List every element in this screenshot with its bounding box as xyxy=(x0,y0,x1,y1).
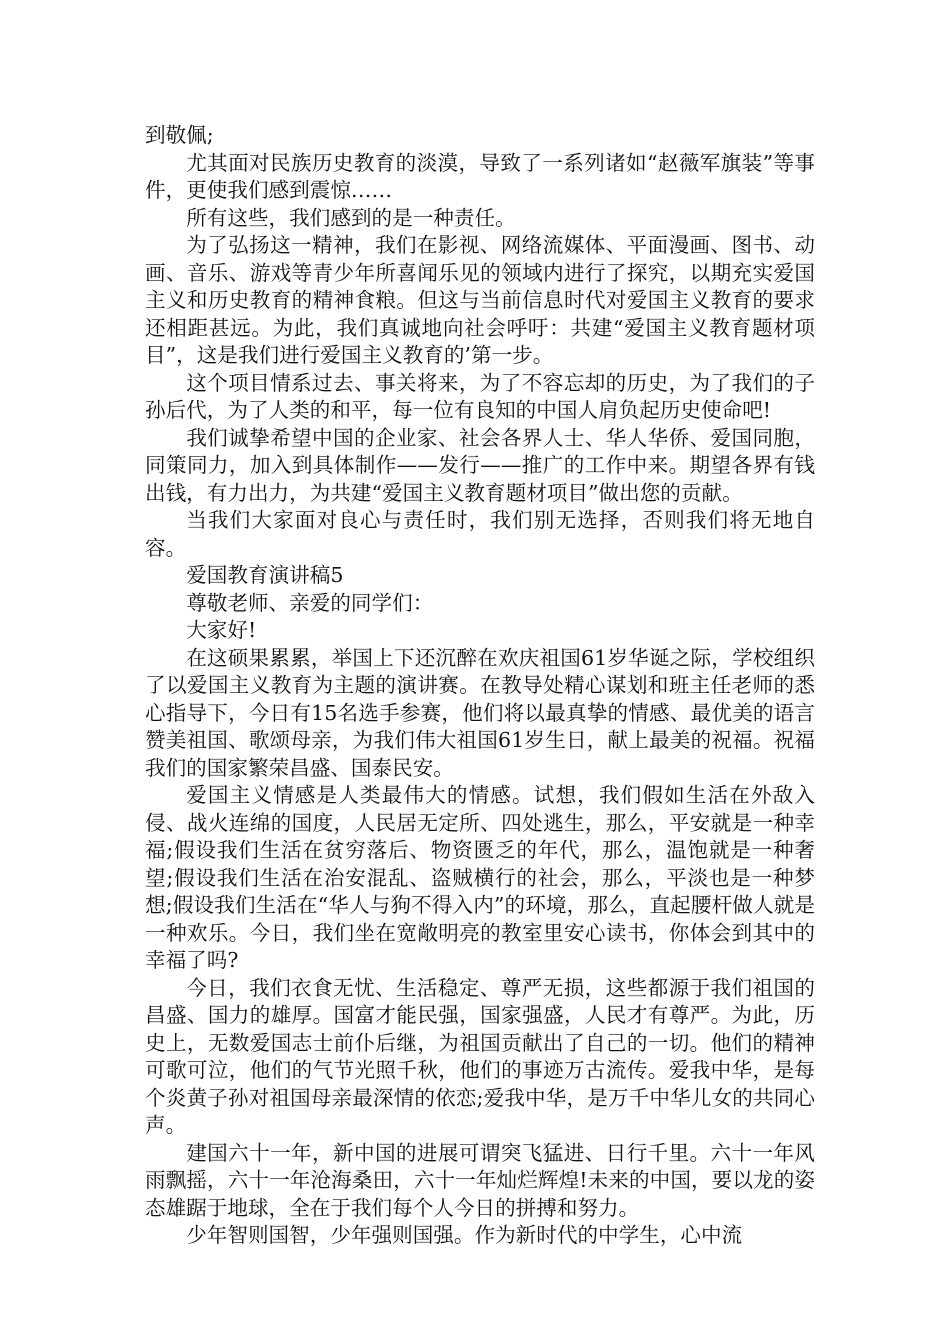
paragraph-project: 这个项目情系过去、事关将来，为了不容忘却的历史，为了我们的子孙后代，为了人类的和平，每一位有良知的中国人肩负起历史使命吧! xyxy=(145,370,815,422)
paragraph-conscience: 当我们大家面对良心与责任时，我们别无选择，否则我们将无地自容。 xyxy=(145,508,815,560)
paragraph-history-education: 尤其面对民族历史教育的淡漠，导致了一系列诸如“赵薇军旗装”等事件，更使我们感到震惊…… xyxy=(145,150,815,202)
greeting: 大家好! xyxy=(186,618,257,642)
paragraph-continuation: 到敬佩; xyxy=(145,123,214,147)
paragraph-responsibility: 所有这些，我们感到的是一种责任。 xyxy=(186,205,516,230)
salutation: 尊敬老师、亲爱的同学们： xyxy=(186,590,434,615)
paragraph-prosperity: 今日，我们衣食无忧、生活稳定、尊严无损，这些都源于我们祖国的昌盛、国力的雄厚。国富才能民强，国家强盛，人民才有尊严。为此，历史上，无数爱国志士前仆后继，为祖国贡献出了自己的一切。他们的精神可歌可泣，他们的气节光照千秋，他们的事迹万古流传。爱我中华，是每个炎黄子孙对祖国母亲最深情的依恋;爱我中华，是万千中华儿女的共同心声。 xyxy=(145,975,815,1137)
document-page xyxy=(145,122,815,1250)
speech-title: 爱国教育演讲稿5 xyxy=(186,563,344,587)
paragraph-contest-intro: 在这硕果累累，举国上下还沉醉在欢庆祖国61岁华诞之际，学校组织了以爱国主义教育为主题的演讲赛。在教导处精心谋划和班主任老师的悉心指导下，今日有15名选手参赛，他们将以最真挚的情感、最优美的语言赞美祖国、歌颂母亲，为我们伟大祖国61岁生日，献上最美的祝福。祝福我们的国家繁荣昌盛、国泰民安。 xyxy=(145,645,815,780)
paragraph-youth: 少年智则国智，少年强则国强。作为新时代的中学生，心中流 xyxy=(186,1223,743,1247)
paragraph-patriotism-emotion: 爱国主义情感是人类最伟大的情感。试想，我们假如生活在外敌入侵、战火连绵的国度，人民居无定所、四处逃生，那么，平安就是一种幸福;假设我们生活在贫穷落后、物资匮乏的年代，那么，温饱就是一种奢望;假设我们生活在治安混乱、盗贼横行的社会，那么，平淡也是一种梦想;假设我们生活在“华人与狗不得入内”的环境，那么，直起腰杆做人就是一种欢乐。今日，我们坐在宽敞明亮的教室里安心读书，你体会到其中的幸福了吗? xyxy=(145,783,815,972)
paragraph-promote-spirit: 为了弘扬这一精神，我们在影视、网络流媒体、平面漫画、图书、动画、音乐、游戏等青少年所喜闻乐见的领域内进行了探究，以期充实爱国主义和历史教育的精神食粮。但这与当前信息时代对爱国主义教育的要求还相距甚远。为此，我们真诚地向社会呼吁：共建“爱国主义教育题材项目”，这是我们进行爱国主义教育的’第一步。 xyxy=(145,233,815,367)
paragraph-sixty-one-years: 建国六十一年，新中国的进展可谓突飞猛进、日行千里。六十一年风雨飘摇，六十一年沧海桑田，六十一年灿烂辉煌!未来的中国，要以龙的姿态雄踞于地球，全在于我们每个人今日的拼搏和努力。 xyxy=(145,1140,815,1220)
paragraph-appeal: 我们诚挚希望中国的企业家、社会各界人士、华人华侨、爱国同胞，同策同力，加入到具体制作——发行——推广的工作中来。期望各界有钱出钱，有力出力，为共建“爱国主义教育题材项目”做出您的贡献。 xyxy=(145,425,815,505)
